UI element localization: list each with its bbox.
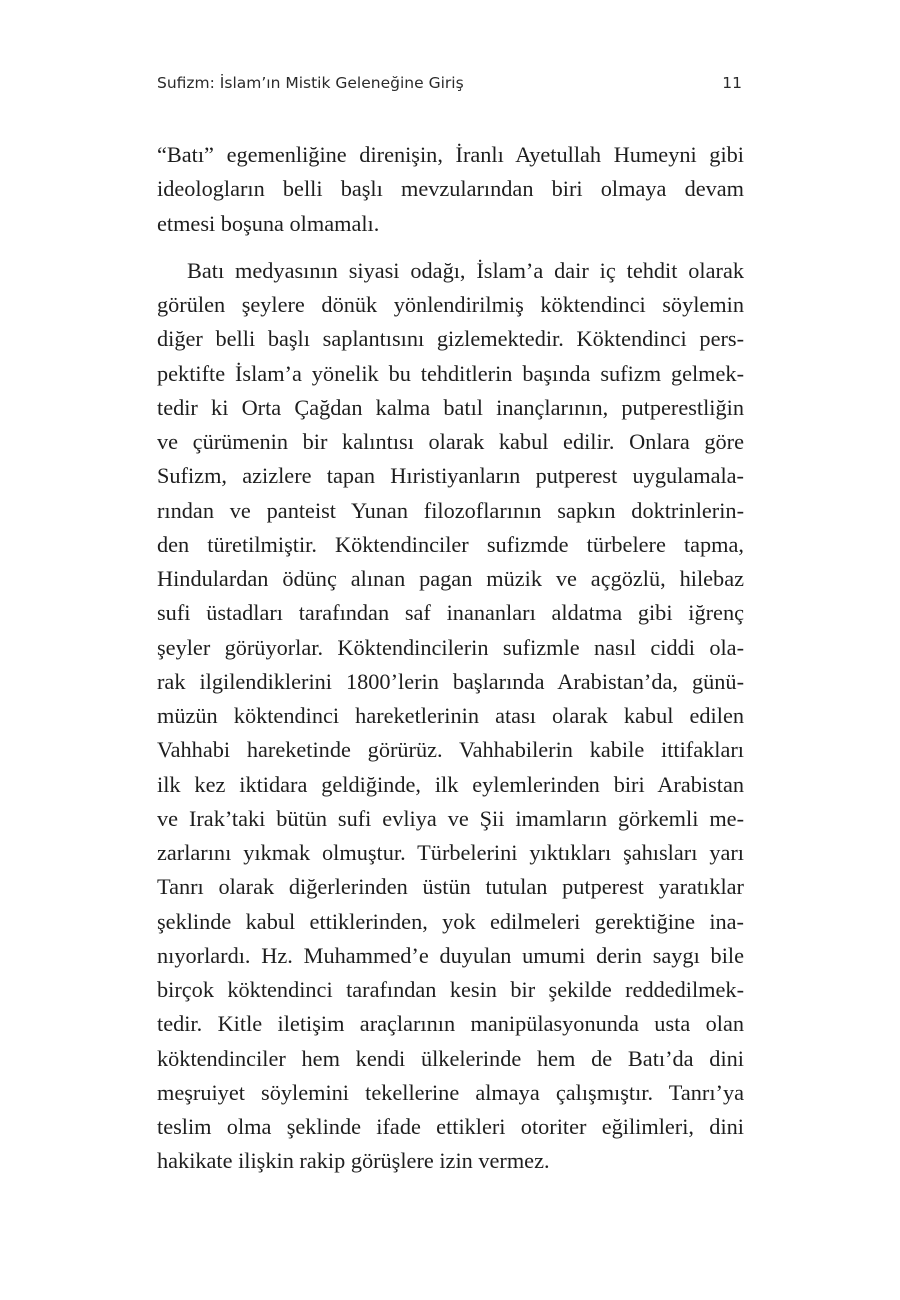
text-line: ve Irak’taki bütün sufi evliya ve Şii imamların görkemli me-: [157, 805, 744, 831]
text-line: şeklinde kabul ettiklerinden, yok edilmeleri gerektiğine ina-: [157, 908, 744, 934]
text-line: nıyorlardı. Hz. Muhammed’e duyulan umumi derin saygı bile: [157, 942, 744, 968]
paragraph: [157, 138, 744, 241]
text-line: Hindulardan ödünç alınan pagan müzik ve açgözlü, hilebaz: [157, 566, 744, 591]
text-line: Batı medyasının siyasi odağı, İslam’a dair iç tehdit olarak: [187, 257, 744, 283]
text-line: den türetilmiştir. Köktendinciler sufizmde türbelere tapma,: [157, 531, 744, 557]
text-line: teslim olma şeklinde ifade ettikleri otoriter eğilimleri, dini: [157, 1114, 744, 1139]
text-line: sufi üstadları tarafından saf inananları aldatma gibi iğrenç: [157, 600, 744, 626]
paragraph-gap: [157, 241, 744, 254]
text-line: rından ve panteist Yunan filozoflarının sapkın doktrinlerin-: [157, 497, 744, 523]
page-number: 11: [722, 74, 742, 92]
text-line: pektifte İslam’a yönelik bu tehditlerin başında sufizm gelmek-: [157, 360, 744, 386]
text-line: zarlarını yıkmak olmuştur. Türbelerini yıktıkları şahısları yarı: [157, 840, 744, 865]
text-line: şeyler görüyorlar. Köktendincilerin sufizmle nasıl ciddi ola-: [157, 634, 744, 660]
text-line: ideologların belli başlı mevzularından biri olmaya devam: [157, 176, 744, 202]
text-line: rak ilgilendiklerini 1800’lerin başlarında Arabistan’da, günü-: [157, 668, 744, 694]
text-line: tedir ki Orta Çağdan kalma batıl inançlarının, putperestliğin: [157, 394, 744, 420]
text-line: köktendinciler hem kendi ülkelerinde hem de Batı’da dini: [157, 1045, 744, 1071]
text-line: tedir. Kitle iletişim araçlarının manipülasyonunda usta olan: [157, 1011, 744, 1037]
text-line: Tanrı olarak diğerlerinden üstün tutulan putperest yaratıklar: [157, 874, 744, 900]
text-line: Sufizm, azizlere tapan Hıristiyanların putperest uygulamala-: [157, 463, 744, 489]
text-line: diğer belli başlı saplantısını gizlemektedir. Köktendinci pers-: [157, 326, 744, 352]
text-line: hakikate ilişkin rakip görüşlere izin vermez.: [157, 1148, 550, 1174]
paragraph: [157, 254, 744, 1179]
body-text: [157, 138, 744, 1179]
text-line: meşruiyet söylemini tekellerine almaya çalışmıştır. Tanrı’ya: [157, 1079, 744, 1105]
text-line: Vahhabi hareketinde görürüz. Vahhabilerin kabile ittifakları: [157, 737, 744, 763]
text-line: müzün köktendinci hareketlerinin atası olarak kabul edilen: [157, 703, 744, 728]
text-line: birçok köktendinci tarafından kesin bir şekilde reddedilmek-: [157, 977, 744, 1002]
text-line: ilk kez iktidara geldiğinde, ilk eylemlerinden biri Arabistan: [157, 771, 744, 797]
chapter-title: Sufizm: İslam’ın Mistik Geleneğine Giriş: [157, 74, 464, 92]
running-header: [157, 74, 744, 98]
text-line: etmesi boşuna olmamalı.: [157, 210, 380, 236]
text-line: ve çürümenin bir kalıntısı olarak kabul edilir. Onlara göre: [157, 429, 744, 454]
text-line: “Batı” egemenliğine direnişin, İranlı Ayetullah Humeyni gibi: [157, 142, 744, 167]
text-line: görülen şeylere dönük yönlendirilmiş köktendinci söylemin: [157, 292, 744, 317]
